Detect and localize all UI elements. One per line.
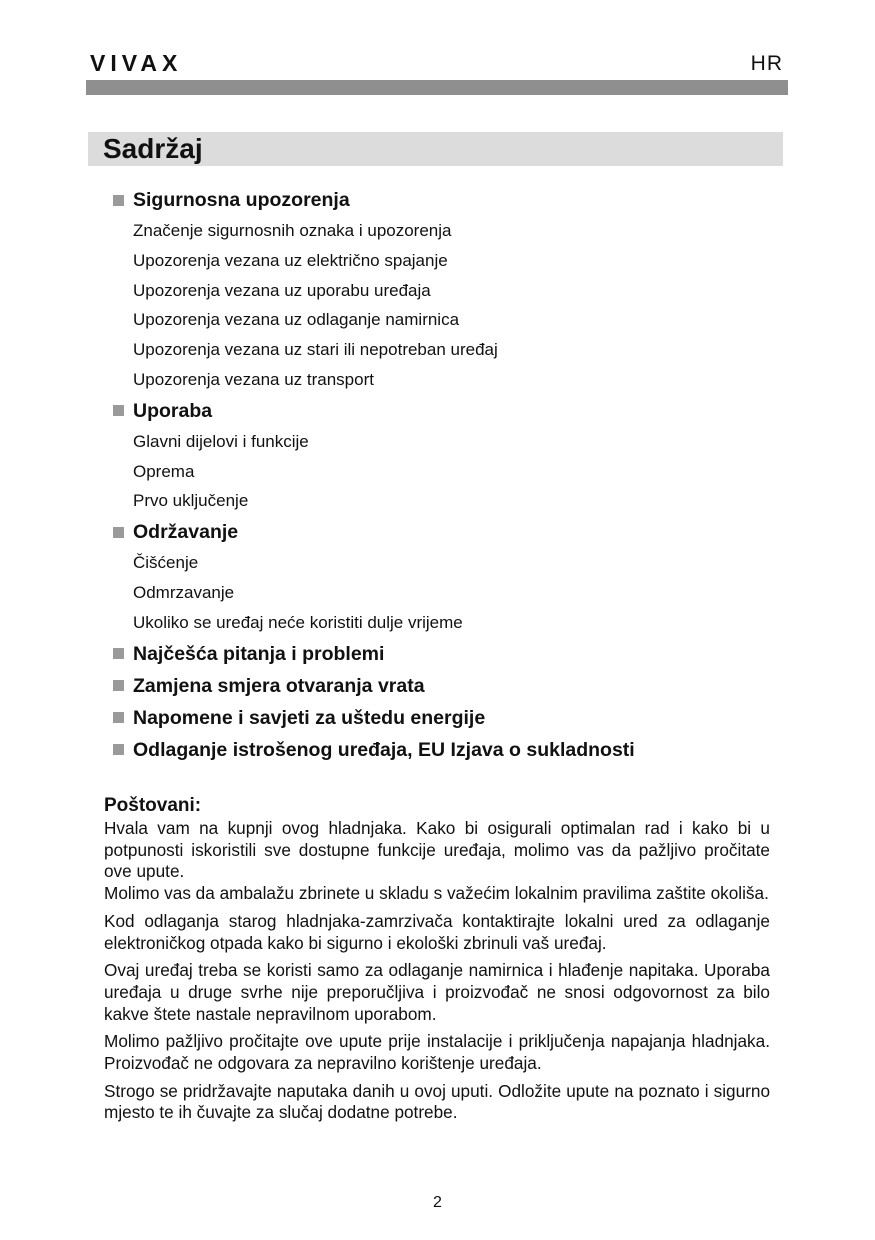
toc-heading-label: Zamjena smjera otvaranja vrata xyxy=(133,674,425,697)
header-bar xyxy=(86,80,788,95)
toc-heading[interactable] xyxy=(113,516,813,548)
toc-heading-label: Najčešća pitanja i problemi xyxy=(133,642,385,665)
paragraph: Strogo se pridržavajte naputaka danih u ovoj uputi. Odložite upute na poznato i sigurno mjesto te ih čuvajte za slučaj dodatne potrebe. xyxy=(104,1080,770,1123)
toc-item[interactable]: Prvo uključenje xyxy=(133,491,249,511)
toc-heading[interactable] xyxy=(113,734,813,766)
paragraph: Ovaj uređaj treba se koristi samo za odlaganje namirnica i hlađenje napitaka. Uporaba uređaja u druge svrhe nije preporučljiva i proizvođač ne snosi odgovornost za bilo kakve štete nastale nepravilnom uporabom. xyxy=(104,960,770,1024)
brand-logo: VIVAX xyxy=(90,50,183,76)
table-of-contents xyxy=(113,184,813,766)
paragraph: Molimo vas da ambalažu zbrinete u skladu s važećim lokalnim pravilima zaštite okoliša. xyxy=(104,883,769,904)
square-bullet-icon xyxy=(113,648,124,659)
paragraph: Molimo pažljivo pročitajte ove upute prije instalacije i priključenja napajanja hladnjaka. Proizvođač ne odgovara za nepravilno korištenje uređaja. xyxy=(104,1031,770,1074)
toc-heading[interactable] xyxy=(113,638,813,670)
toc-item[interactable]: Značenje sigurnosnih oznaka i upozorenja xyxy=(133,221,452,240)
toc-item[interactable]: Glavni dijelovi i funkcije xyxy=(133,431,309,451)
toc-item[interactable]: Upozorenja vezana uz odlaganje namirnica xyxy=(133,310,460,330)
toc-item[interactable]: Upozorenja vezana uz uporabu uređaja xyxy=(133,280,431,300)
paragraph: Kod odlaganja starog hladnjaka-zamrzivača kontaktirajte lokalni ured za odlaganje elektroničkog otpada kako bi sigurno i ekološki zbrinuli vaš uređaj. xyxy=(104,910,770,953)
toc-heading[interactable] xyxy=(113,184,813,216)
toc-item[interactable]: Upozorenja vezana uz transport xyxy=(133,369,374,389)
toc-item[interactable]: Ukoliko se uređaj neće koristiti dulje vrijeme xyxy=(133,612,463,632)
square-bullet-icon xyxy=(113,405,124,416)
page-title: Sadržaj xyxy=(103,133,203,164)
paragraph: Hvala vam na kupnji ovog hladnjaka. Kako bi osigurali optimalan rad i kako bi u potpunosti iskoristili sve dostupne funkcije uređaja, molimo vas da pažljivo pročitate ove upute. xyxy=(104,818,770,882)
section-title-box xyxy=(88,132,783,166)
toc-heading-label: Napomene i savjeti za uštedu energije xyxy=(133,706,486,729)
toc-item[interactable]: Upozorenja vezana uz stari ili nepotreban uređaj xyxy=(133,340,498,360)
toc-heading-label: Održavanje xyxy=(133,521,239,544)
intro-text xyxy=(104,794,770,1130)
toc-heading[interactable] xyxy=(113,670,813,702)
toc-item[interactable]: Oprema xyxy=(133,461,195,481)
toc-heading[interactable] xyxy=(113,702,813,734)
toc-heading-label: Odlaganje istrošenog uređaja, EU Izjava o sukladnosti xyxy=(133,738,635,761)
square-bullet-icon xyxy=(113,527,124,538)
toc-item[interactable]: Odmrzavanje xyxy=(133,582,235,602)
square-bullet-icon xyxy=(113,195,124,206)
square-bullet-icon xyxy=(113,680,124,691)
toc-item[interactable]: Upozorenja vezana uz električno spajanje xyxy=(133,250,448,270)
toc-heading-label: Uporaba xyxy=(133,399,213,422)
toc-heading[interactable] xyxy=(113,395,813,427)
language-code: HR xyxy=(750,52,783,75)
toc-item[interactable]: Čišćenje xyxy=(133,553,199,573)
square-bullet-icon xyxy=(113,744,124,755)
greeting: Poštovani: xyxy=(104,795,202,816)
square-bullet-icon xyxy=(113,712,124,723)
page-number: 2 xyxy=(433,1194,442,1211)
toc-heading-label: Sigurnosna upozorenja xyxy=(133,189,350,211)
